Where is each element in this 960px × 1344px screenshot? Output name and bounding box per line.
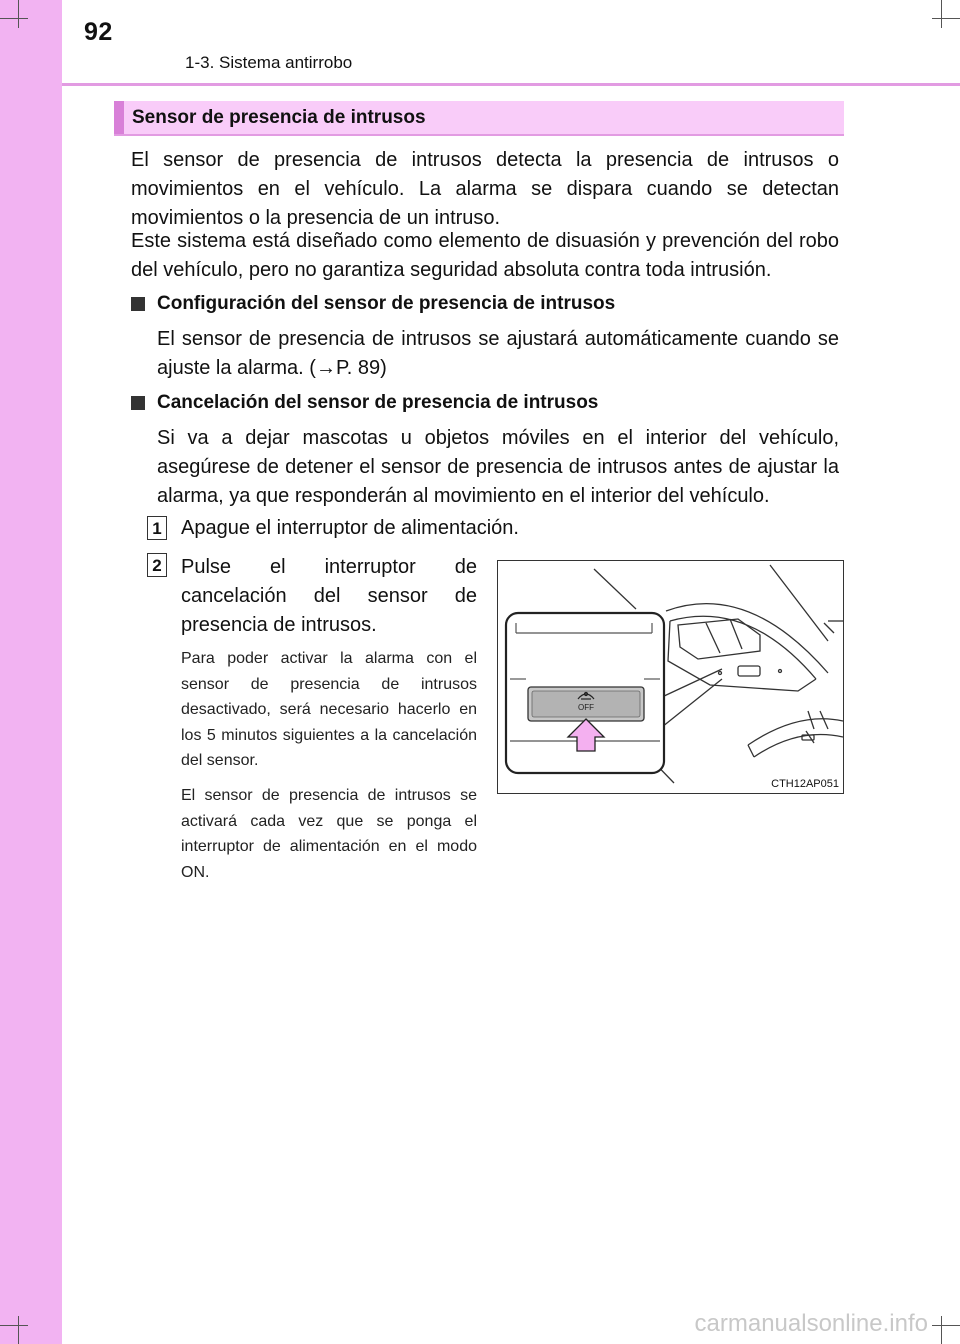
cancel-paragraph: Si va a dejar mascotas u objetos móviles en el interior del vehículo, asegúrese de detener el sensor de presencia de intrusos antes de ajustar la alarma, ya que responderán al movimiento en el interior del vehículo. xyxy=(157,427,839,507)
crop-mark xyxy=(18,1316,19,1344)
step-number-2: 2 xyxy=(147,553,167,577)
figure-code: CTH12AP051 xyxy=(771,778,839,790)
side-tab-band xyxy=(0,0,62,1344)
step-number-1: 1 xyxy=(147,516,167,540)
switch-off-label: OFF xyxy=(578,703,594,712)
intro-paragraph: El sensor de presencia de intrusos detecta la presencia de intrusos o movimientos en el vehículo. La alarma se dispara cuando se detectan movimientos o la presencia de un intruso. xyxy=(131,149,839,229)
cancel-subheading: Cancelación del sensor de presencia de intrusos xyxy=(157,392,599,413)
crop-mark xyxy=(941,0,942,28)
intro-paragraph: Este sistema está diseñado como elemento de disuasión y prevención del robo del vehículo, pero no garantiza seguridad absoluta contra toda intrusión. xyxy=(131,230,839,281)
page-number: 92 xyxy=(84,18,113,46)
step-2-text: Pulse el interruptor de cancelación del sensor de presencia de intrusos. xyxy=(181,556,477,636)
section-heading xyxy=(114,101,844,136)
crop-mark xyxy=(941,1316,942,1344)
figure-intrusion-sensor-switch xyxy=(497,560,844,794)
crop-mark xyxy=(932,1325,960,1326)
crop-mark xyxy=(0,1325,28,1326)
step-1-text: Apague el interruptor de alimentación. xyxy=(181,517,519,539)
header-rule xyxy=(62,83,960,86)
config-paragraph: El sensor de presencia de intrusos se ajustará automáticamente cuando se ajuste la alarma. (→P. 89) xyxy=(157,328,839,379)
crop-mark xyxy=(932,18,960,19)
section-title: Sensor de presencia de intrusos xyxy=(132,107,426,128)
running-header: 1-3. Sistema antirrobo xyxy=(185,53,353,72)
section-heading-bar xyxy=(114,101,124,134)
watermark: carmanualsonline.info xyxy=(694,1310,928,1337)
note-paragraph: Para poder activar la alarma con el sensor de presencia de intrusos desactivado, será necesario hacerlo en los 5 minutos siguientes a la cancelación del sensor. xyxy=(181,650,477,769)
config-subheading: Configuración del sensor de presencia de intrusos xyxy=(157,293,616,314)
bullet-square-icon xyxy=(131,297,145,311)
note-paragraph: El sensor de presencia de intrusos se activará cada vez que se ponga el interruptor de alimentación en el modo ON. xyxy=(181,787,477,881)
crop-mark xyxy=(18,0,19,28)
crop-mark xyxy=(0,18,28,19)
overhead-console-illustration xyxy=(498,561,843,793)
bullet-square-icon xyxy=(131,396,145,410)
